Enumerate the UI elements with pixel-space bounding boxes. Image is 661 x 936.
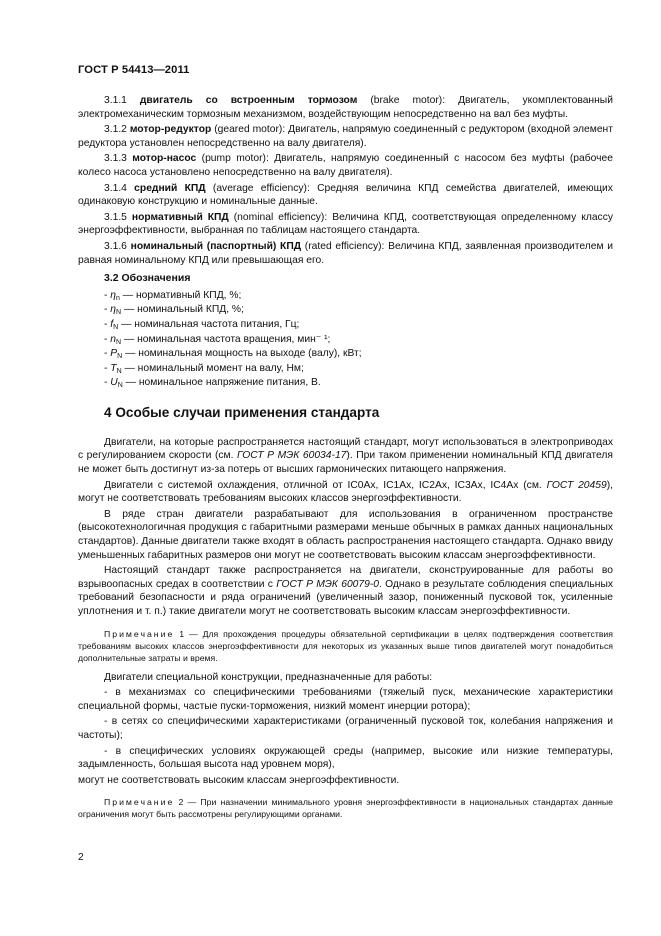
definition-item bbox=[78, 240, 613, 267]
definition-number: 3.1.2 bbox=[104, 124, 127, 136]
definition-term: мотор-редуктор bbox=[129, 124, 212, 136]
note-label: Примечание bbox=[104, 797, 175, 808]
symbols-heading: 3.2 Обозначения bbox=[104, 272, 191, 285]
symbol-letter: U bbox=[110, 377, 118, 389]
symbol-item: - $n_N$ — номинальная частота вращения, мин⁻ ¹; bbox=[104, 333, 331, 346]
note-1: Примечание 1 — Для прохождения процедуры обязательной сертификации в целях подтверждения соответствия требованиям высоких классов энергоэффективности для некоторых из указанных выше типов двигателей могут понадобиться дополнительные затраты и время. bbox=[78, 628, 613, 663]
symbol-item: - $\eta_N$ — номинальный КПД, %; bbox=[104, 304, 244, 317]
definition-term: нормативный КПД bbox=[131, 211, 229, 223]
symbol-subscript: N bbox=[116, 367, 122, 375]
list-item: - в специфических условиях окружающей среды (например, высокие или низкие температуры, задымленность, большая высота над уровнем моря), bbox=[78, 745, 613, 771]
definition-text: Величина КПД, соответствующая определенному классу энергоэффективности, выбранная по таблицам настоящего стандарта. bbox=[78, 211, 614, 237]
reference-gost: ГОСТ 20459 bbox=[546, 479, 607, 491]
definition-term: средний КПД bbox=[134, 182, 206, 194]
definition-text: Двигатель, напрямую соединенный с редуктором (входной элемент редуктора установлен непосредственно на валу двигателя). bbox=[78, 124, 613, 149]
note-2: Примечание 2 — При назначении минимального уровня энергоэффективности в национальных стандартах данные ограничения могут быть рассмотрены регулирующими органами. bbox=[78, 797, 613, 820]
symbol-subscript: N bbox=[117, 353, 123, 361]
definition-item bbox=[78, 123, 613, 150]
definitions-list bbox=[78, 94, 613, 267]
symbol-item: - $T_N$ — номинальный момент на валу, Нм; bbox=[104, 362, 304, 375]
definition-english: (brake motor): bbox=[370, 95, 446, 106]
symbol-description: — номинальная частота вращения, мин⁻ ¹; bbox=[121, 333, 331, 345]
section-4-title: 4 Особые случаи применения стандарта bbox=[104, 404, 380, 420]
definition-english: (average efficiency): bbox=[212, 182, 310, 194]
definition-item bbox=[78, 94, 613, 121]
symbol-description: — номинальное напряжение питания, В. bbox=[122, 377, 321, 389]
definition-text: Двигатель, укомплектованный электромеханическим тормозным механизмом, воздействующим непосредственно на вал без муфты. bbox=[78, 95, 613, 120]
definition-term: двигатель со встроенным тормозом bbox=[139, 95, 358, 106]
note-label: Примечание bbox=[104, 628, 175, 639]
symbol-description: — номинальный КПД, %; bbox=[121, 304, 244, 316]
symbol-letter: T bbox=[110, 362, 117, 374]
symbol-description: — нормативный КПД, %; bbox=[119, 289, 242, 301]
symbol-subscript: N bbox=[113, 323, 119, 331]
paragraph-explosive: Настоящий стандарт также распространяется на двигатели, сконструированные для работы во взрывоопасных средах в соответствии с ГОСТ Р МЭК 60079-0. Однако в результате соблюдения специальных требований безопасности и ряда ограничений (увеличенный зазор, пониженный пусковой ток, усиленные уплотнения и т. п.) такие двигатели могут не соответствовать высоким классам энергоэффективности. bbox=[78, 565, 613, 617]
definition-text: Величина КПД, заявленная производителем и равная номинальному КПД или превышающая его. bbox=[78, 240, 613, 266]
list-item: - в сетях со специфическими характеристиками (ограниченный пусковой ток, колебания напряжения и частоты); bbox=[78, 716, 613, 741]
definition-number: 3.1.6 bbox=[104, 240, 127, 252]
page-content bbox=[78, 94, 613, 827]
symbol-subscript: N bbox=[117, 382, 123, 390]
definition-number: 3.1.3 bbox=[104, 153, 127, 165]
definition-term: номинальный (паспортный) КПД bbox=[130, 240, 302, 252]
symbol-letter: f bbox=[110, 318, 114, 330]
list-item: - в механизмах со специфическими требованиями (тяжелый пуск, механические характеристики специальной формы, частые пуски-торможения, низкий момент инерции ротора); bbox=[78, 687, 613, 712]
symbol-item: - $P_N$ — номинальная мощность на выходе (валу), кВт; bbox=[104, 348, 362, 361]
paragraph-conclusion: могут не соответствовать высоким классам энергоэффективности. bbox=[78, 774, 400, 786]
symbols-list bbox=[78, 289, 613, 390]
symbol-item: - $U_N$ — номинальное напряжение питания, В. bbox=[104, 377, 321, 390]
symbol-letter: η bbox=[110, 289, 117, 301]
reference-gost: ГОСТ Р МЭК 60079-0 bbox=[276, 578, 380, 590]
page-number: 2 bbox=[78, 852, 84, 863]
symbol-subscript: n bbox=[116, 294, 120, 302]
paragraph-speed-control: Двигатели, на которые распространяется настоящий стандарт, могут использоваться в электроприводах с регулированием скорости (см. ГОСТ Р МЭК 60034-17). При таком применении номинальный КПД двигателя не может быть достигнут из-за потерь от высших гармонических питающего напряжения. bbox=[78, 436, 614, 476]
reference-gost: ГОСТ Р МЭК 60034-17 bbox=[237, 450, 347, 462]
symbol-subscript: N bbox=[116, 338, 122, 346]
definition-english: (nominal efficiency): bbox=[233, 211, 328, 223]
definition-number: 3.1.5 bbox=[104, 211, 127, 223]
definition-item bbox=[78, 182, 613, 209]
symbol-description: — номинальный момент на валу, Нм; bbox=[121, 362, 304, 374]
definition-english: (rated efficiency): bbox=[304, 240, 385, 252]
paragraph-cooling: Двигатели с системой охлаждения, отличной от IC0Ax, IC1Ax, IC2Ax, IC3Ax, IC4Ax (см. ГОСТ 20459), могут не соответствовать требованиям высоких классов энергоэффективности. bbox=[78, 479, 613, 505]
symbol-item: - $f_N$ — номинальная частота питания, Гц; bbox=[104, 318, 300, 331]
paragraph-special-design: Двигатели специальной конструкции, предназначенные для работы: bbox=[104, 671, 433, 683]
definition-number: 3.1.4 bbox=[104, 182, 127, 194]
definition-english: (geared motor): bbox=[214, 124, 286, 136]
symbol-subscript: N bbox=[116, 309, 122, 317]
symbol-letter: η bbox=[110, 304, 117, 316]
symbol-item: - $\eta_n$ — нормативный КПД, %; bbox=[104, 289, 242, 302]
standard-header: ГОСТ Р 54413—2011 bbox=[78, 64, 190, 76]
definition-item bbox=[78, 211, 613, 238]
symbol-letter: n bbox=[110, 333, 117, 345]
symbol-description: — номинальная мощность на выходе (валу), кВт; bbox=[122, 348, 362, 360]
paragraph-limited-space: В ряде стран двигатели разрабатывают для использования в ограниченном пространстве (высокотехнологичная продукция с габаритными размерами меньше обычных в рамках данных национальных стандартов). Данные двигатели также входят в область распространения настоящего стандарта. Однако ввиду уменьшенных габаритных размеров они могут не соответствовать высоким классам энергоэффективности. bbox=[78, 508, 613, 561]
definition-term: мотор-насос bbox=[132, 153, 197, 165]
definition-text: Двигатель, напрямую соединенный с насосом без муфты (рабочее колесо насоса установлено непосредственно на валу двигателя). bbox=[78, 153, 613, 178]
symbol-letter: P bbox=[110, 348, 118, 360]
definition-english: (pump motor): bbox=[201, 153, 269, 165]
definition-text: Средняя величина КПД семейства двигателей, имеющих одинаковую конструкцию и номинальные данные. bbox=[78, 182, 613, 208]
definition-item bbox=[78, 152, 613, 179]
definition-number: 3.1.1 bbox=[104, 95, 127, 106]
symbol-description: — номинальная частота питания, Гц; bbox=[118, 318, 300, 330]
special-conditions-list bbox=[78, 686, 613, 772]
